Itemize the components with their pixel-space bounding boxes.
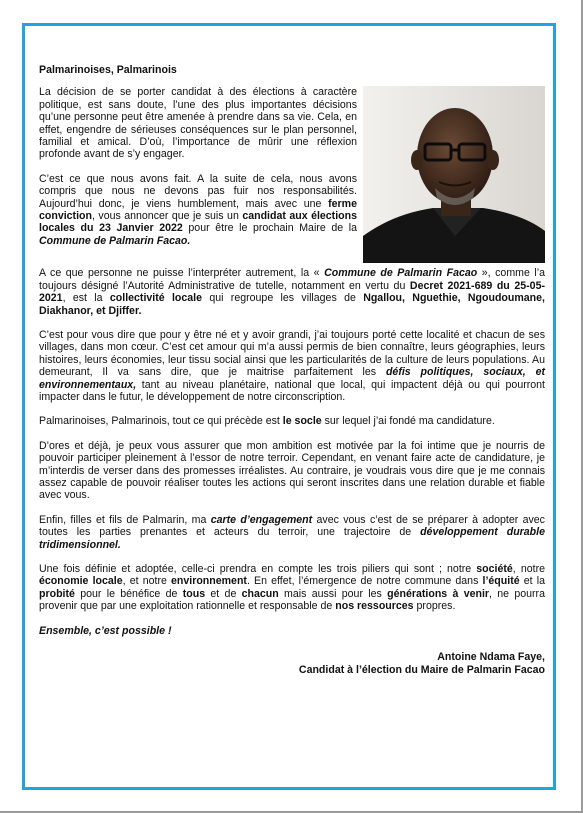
portrait-photo-icon <box>363 86 545 263</box>
paragraph-6: D’ores et déjà, je peux vous assurer que mon ambition est motivée par la foi intime que je nourris de pouvoir participer pleinement à l’essor de notre terroir. Cependant, en venant faire acte de candidature, je m’interdis de verser dans des promesses irréalistes. Au contraire, je voudrais vous dire que je me connais assez capable de pouvoir réaliser toutes les actions qui seront inscrites dans une relation durable et fiable avec vous. <box>39 439 545 502</box>
closing-line: Ensemble, c’est possible ! <box>39 624 172 637</box>
paragraph-2: C’est ce que nous avons fait. A la suite de cela, nous avons compris que nous ne devons pas fuir nos responsabilités. Aujourd’hui donc, je viens humblement, mais avec une ferme conviction, vous annoncer que je suis un candidat aux élections locales du 23 Janvier 2022 pour être le prochain Maire de la Commune de Palmarin Facao. <box>39 172 357 247</box>
greeting: Palmarinoises, Palmarinois <box>39 64 177 76</box>
signature-title: Candidat à l’élection du Maire de Palmarin Facao <box>298 664 545 677</box>
letter-body <box>39 64 545 677</box>
intro-section <box>39 86 545 247</box>
paragraph-8: Une fois définie et adoptée, celle-ci prendra en compte les trois piliers qui sont ; notre société, notre économie locale, et notre environnement. En effet, l’émergence de notre commune dans l’équité et la probité pour le bénéfice de tous et de chacun mais aussi pour les générations à venir, ne pourra provenir que par une exploitation rationnelle et responsable de nos ressources propres. <box>39 563 546 613</box>
paragraph-4: C’est pour vous dire que pour y être né et y avoir grandi, j’ai toujours porté cette localité et chacun de ses villages, dans mon cœur. C’est cet amour qui m’a aussi permis de bien connaître, leurs géographies, leurs histoires, leurs économies, leur tissu social ainsi que les particularités de la culture de leurs populations. Au demeurant, Il va sans dire, que je maitrise parfaitement les défis politiques, sociaux, et environnementaux, tant au niveau planétaire, national que local, qui impactent déjà ou qui pourront impacter dans le futur, le développement de notre circonscription. <box>39 328 545 403</box>
signature-block <box>39 651 545 677</box>
paragraph-7: Enfin, filles et fils de Palmarin, ma carte d’engagement avec vous c’est de se préparer à adopter avec toutes les parties prenantes et acteurs du terroir, une trajectoire de développement durable tridimensionnel. <box>39 513 545 551</box>
paragraph-3: A ce que personne ne puisse l’interpréter autrement, la « Commune de Palmarin Facao », comme l’a toujours désigné l’Autorité Administrative de tutelle, notamment en vertu du Decret 2021-689 du 25-05-2021, est la collectivité locale qui regroupe les villages de Ngallou, Nguethie, Ngoudoumane, Diakhanor, et Djiffer. <box>39 267 545 317</box>
candidate-portrait <box>363 86 545 263</box>
paragraph-5: Palmarinoises, Palmarinois, tout ce qui précède est le socle sur lequel j’ai fondé ma candidature. <box>39 415 495 428</box>
paragraph-1: La décision de se porter candidat à des élections à caractère politique, est sans doute, l’une des plus importantes décisions qu’une personne peut être amenée à prendre dans sa vie. Cela, en effet, engendre de sérieuses conséquences sur le plan personnel, familial et amical. D’où, l’importance de mûrir une réflexion profonde avant de s’y engager. <box>39 86 357 161</box>
signature-name: Antoine Ndama Faye, <box>437 651 545 664</box>
